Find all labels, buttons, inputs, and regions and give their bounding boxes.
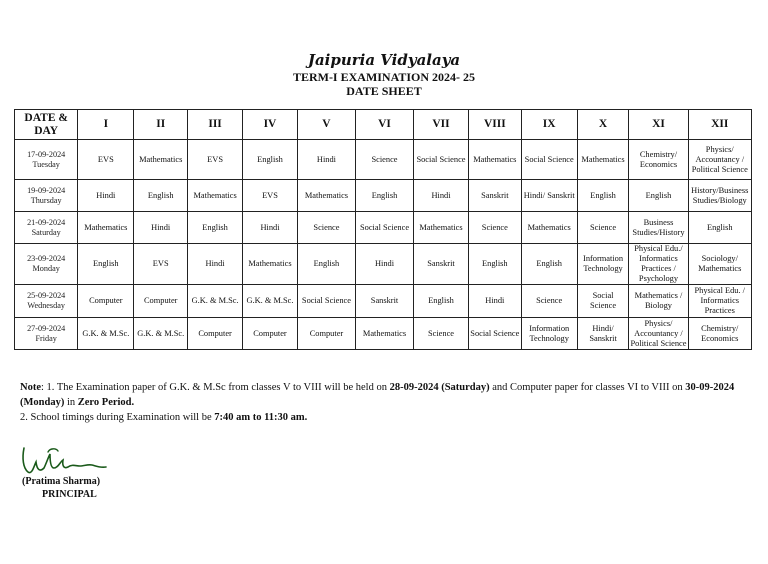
subject-cell: Mathematics bbox=[243, 244, 298, 285]
subject-cell: Social Science bbox=[414, 140, 469, 180]
exam-day: Saturday bbox=[31, 227, 61, 237]
class-header-v: V bbox=[297, 110, 355, 140]
class-header-vi: VI bbox=[355, 110, 413, 140]
table-body bbox=[15, 140, 752, 350]
subject-cell: English bbox=[355, 180, 413, 212]
subject-cell: Mathematics bbox=[468, 140, 521, 180]
subject-cell: Science bbox=[521, 285, 577, 318]
subject-cell: Mathematics bbox=[134, 140, 188, 180]
note-timings: 7:40 am to 11:30 am. bbox=[214, 412, 308, 423]
subject-cell: Hindi/ Sanskrit bbox=[577, 318, 629, 350]
subject-cell: Hindi bbox=[78, 180, 134, 212]
subject-cell: Chemistry/ Economics bbox=[629, 140, 688, 180]
exam-date: 25-09-2024 bbox=[27, 291, 66, 300]
subject-cell: Computer bbox=[297, 318, 355, 350]
subject-cell: Computer bbox=[78, 285, 134, 318]
subject-cell: Physics/ Accountancy / Political Science bbox=[688, 140, 751, 180]
date-cell bbox=[15, 180, 78, 212]
class-header-iii: III bbox=[188, 110, 243, 140]
subject-cell: Social Science bbox=[355, 212, 413, 244]
table-row bbox=[15, 180, 752, 212]
subject-cell: G.K. & M.Sc. bbox=[78, 318, 134, 350]
exam-day: Monday bbox=[32, 264, 60, 273]
class-header-ii: II bbox=[134, 110, 188, 140]
class-header-i: I bbox=[78, 110, 134, 140]
subject-cell: Mathematics bbox=[188, 180, 243, 212]
subject-cell: English bbox=[134, 180, 188, 212]
subject-cell: EVS bbox=[188, 140, 243, 180]
subject-cell: Hindi bbox=[414, 180, 469, 212]
signatory-name: (Pratima Sharma) bbox=[22, 476, 101, 487]
class-header-ix: IX bbox=[521, 110, 577, 140]
subject-cell: Mathematics bbox=[521, 212, 577, 244]
subject-cell: History/Business Studies/Biology bbox=[688, 180, 751, 212]
subject-cell: Social Science bbox=[468, 318, 521, 350]
subject-cell: Sanskrit bbox=[355, 285, 413, 318]
date-day-header: DATE & DAY bbox=[15, 110, 78, 140]
subject-cell: English bbox=[243, 140, 298, 180]
note-date-computer: 30-09-2024 (Monday) bbox=[20, 382, 735, 408]
class-header-vii: VII bbox=[414, 110, 469, 140]
exam-date: 27-09-2024 bbox=[27, 323, 66, 333]
subject-cell: G.K. & M.Sc. bbox=[243, 285, 298, 318]
note-text-1c: and Computer paper for classes VI to VIII on bbox=[489, 382, 686, 393]
subject-cell: Mathematics bbox=[577, 140, 629, 180]
subject-cell: English bbox=[629, 180, 688, 212]
subject-cell: English bbox=[297, 244, 355, 285]
exam-date: 21-09-2024 bbox=[27, 217, 66, 227]
subject-cell: Sanskrit bbox=[468, 180, 521, 212]
exam-day: Friday bbox=[35, 333, 57, 343]
table-row bbox=[15, 244, 752, 285]
subject-cell: English bbox=[78, 244, 134, 285]
subject-cell: Physics/ Accountancy / Political Science bbox=[630, 318, 687, 348]
class-header-viii: VIII bbox=[468, 110, 521, 140]
subject-cell: Hindi bbox=[243, 212, 298, 244]
date-cell bbox=[15, 140, 78, 180]
subject-cell: Sanskrit bbox=[414, 244, 469, 285]
exam-title: TERM-I EXAMINATION 2024- 25 bbox=[292, 70, 476, 84]
date-cell bbox=[15, 244, 78, 285]
notes-section bbox=[20, 380, 760, 425]
exam-date: 19-09-2024 bbox=[27, 185, 66, 195]
subject-cell: Science bbox=[468, 212, 521, 244]
date-cell bbox=[15, 285, 78, 318]
subject-cell: Chemistry/ Economics bbox=[688, 318, 751, 350]
subject-cell: Mathematics bbox=[297, 180, 355, 212]
subject-cell: Science bbox=[297, 212, 355, 244]
subject-cell: Mathematics bbox=[78, 212, 134, 244]
subject-cell: Hindi bbox=[297, 140, 355, 180]
school-name: Jaipuria Vidyalaya bbox=[307, 51, 461, 69]
subject-cell: English bbox=[188, 212, 243, 244]
header-row bbox=[15, 110, 752, 140]
exam-day: Wednesday bbox=[27, 301, 65, 310]
subject-cell: Science bbox=[414, 318, 469, 350]
subject-cell: English bbox=[414, 285, 469, 318]
note-line-2 bbox=[20, 410, 760, 425]
signatory-title: PRINCIPAL bbox=[42, 489, 97, 500]
subject-cell: Computer bbox=[188, 318, 243, 350]
table-row bbox=[15, 140, 752, 180]
class-header-xii: XII bbox=[688, 110, 751, 140]
subject-cell: Science bbox=[577, 212, 629, 244]
subject-cell: Social Science bbox=[521, 140, 577, 180]
document-header bbox=[0, 50, 768, 98]
subject-cell: English bbox=[577, 180, 629, 212]
note-line-1 bbox=[20, 380, 760, 410]
subject-cell: Information Technology bbox=[521, 318, 577, 350]
subject-cell: G.K. & M.Sc. bbox=[188, 285, 243, 318]
subject-cell: Sociology/ Mathematics bbox=[688, 244, 751, 285]
class-header-x: X bbox=[577, 110, 629, 140]
note-text-1a: : 1. The Examination paper of G.K. & M.Sc from classes V to VIII will be held on bbox=[41, 382, 390, 393]
subject-cell: Hindi/ Sanskrit bbox=[521, 180, 577, 212]
subject-cell: G.K. & M.Sc. bbox=[134, 318, 188, 350]
exam-date: 17-09-2024 bbox=[27, 149, 66, 159]
subject-cell: Physical Edu./ Informatics Practices / Psychology bbox=[629, 244, 688, 285]
date-sheet-table bbox=[14, 109, 752, 350]
table-row bbox=[15, 318, 752, 350]
subject-cell: Social Science bbox=[577, 285, 629, 318]
subject-cell: Hindi bbox=[468, 285, 521, 318]
subject-cell: Hindi bbox=[134, 212, 188, 244]
exam-day: Tuesday bbox=[32, 159, 60, 169]
class-header-iv: IV bbox=[243, 110, 298, 140]
subject-cell: Mathematics bbox=[414, 212, 469, 244]
table-row bbox=[15, 212, 752, 244]
subject-cell: Business Studies/History bbox=[629, 212, 688, 244]
note-date-gk: 28-09-2024 (Saturday) bbox=[389, 382, 490, 393]
date-sheet-title: DATE SHEET bbox=[346, 84, 422, 98]
exam-date: 23-09-2024 bbox=[27, 254, 66, 263]
table-row bbox=[15, 285, 752, 318]
subject-cell: EVS bbox=[134, 244, 188, 285]
subject-cell: Science bbox=[355, 140, 413, 180]
date-cell bbox=[15, 212, 78, 244]
signatory-block bbox=[22, 475, 100, 501]
subject-cell: Hindi bbox=[188, 244, 243, 285]
subject-cell: Mathematics / Biology bbox=[629, 285, 688, 318]
date-cell bbox=[15, 318, 78, 350]
subject-cell: Social Science bbox=[297, 285, 355, 318]
subject-cell: Computer bbox=[243, 318, 298, 350]
subject-cell: Hindi bbox=[355, 244, 413, 285]
subject-cell: English bbox=[688, 212, 751, 244]
subject-cell: Computer bbox=[134, 285, 188, 318]
subject-cell: English bbox=[521, 244, 577, 285]
subject-cell: Information Technology bbox=[577, 244, 629, 285]
note-zero-period: Zero Period. bbox=[77, 397, 135, 408]
note-text-1e: in bbox=[64, 397, 78, 408]
subject-cell: EVS bbox=[78, 140, 134, 180]
subject-cell: Mathematics bbox=[355, 318, 413, 350]
note-label: Note bbox=[20, 382, 41, 393]
subject-cell: Physical Edu. / Informatics Practices bbox=[688, 285, 751, 318]
class-header-xi: XI bbox=[629, 110, 688, 140]
exam-day: Thursday bbox=[30, 195, 62, 205]
subject-cell: English bbox=[468, 244, 521, 285]
note-text-2a: 2. School timings during Examination will be bbox=[20, 412, 215, 423]
subject-cell: EVS bbox=[243, 180, 298, 212]
